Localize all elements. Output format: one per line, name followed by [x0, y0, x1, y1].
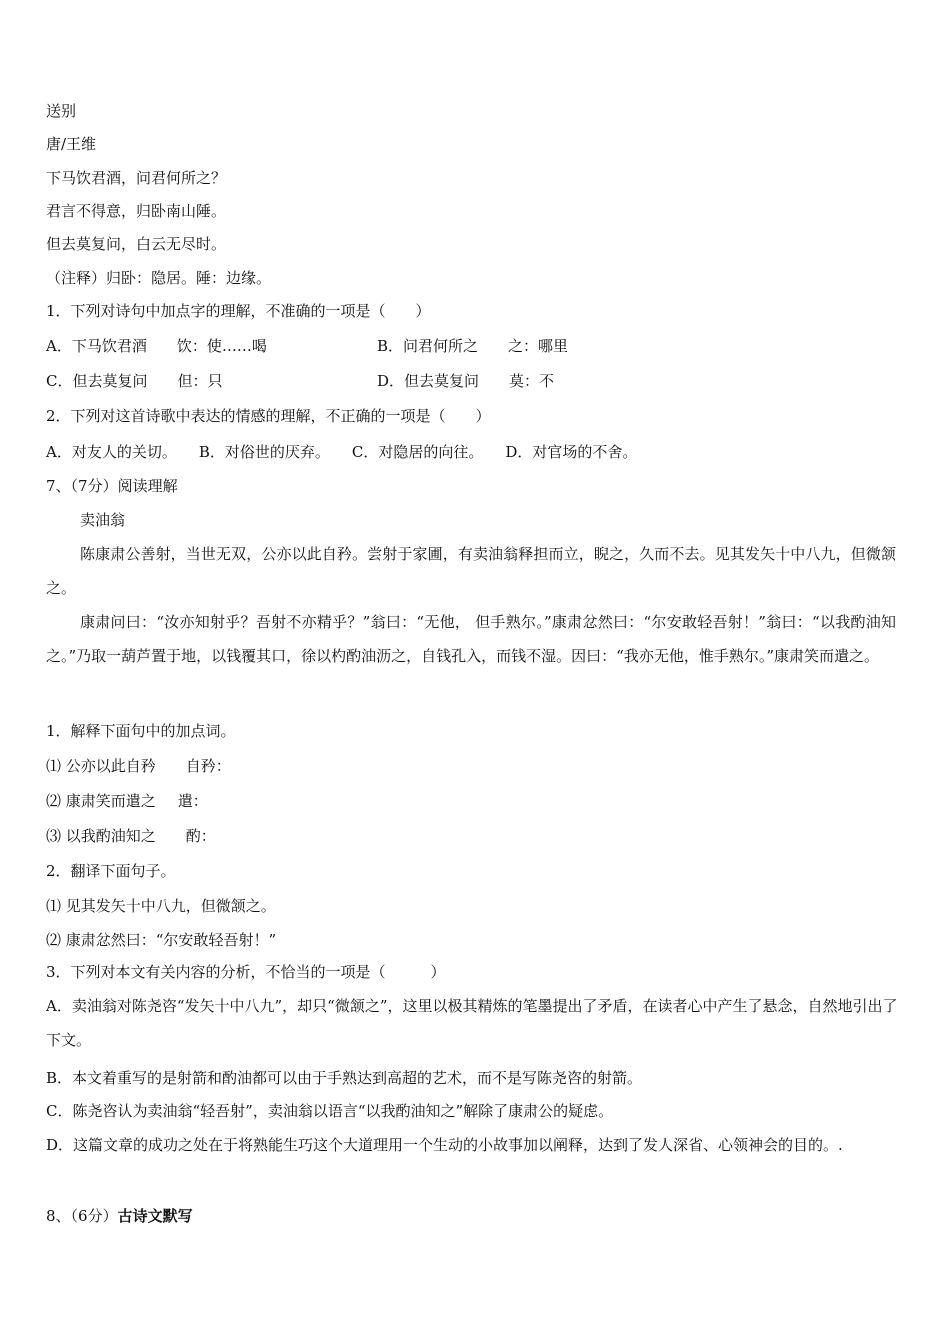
q1-option-a: [46, 336, 267, 356]
sentence: ⑴ 公亦以此自矜: [46, 757, 156, 775]
option-text: 但去莫复问: [404, 372, 480, 390]
option-letter: B．: [377, 337, 404, 355]
q2-option-d: D．对官场的不舍。: [505, 443, 638, 461]
option-explanation: 莫：不: [509, 372, 555, 390]
option-explanation: 之：哪里: [508, 337, 569, 355]
s7-q1-item-2: [46, 791, 208, 811]
poem-line-2: 君言不得意，归卧南山陲。: [46, 202, 227, 220]
q1-option-c: [46, 371, 223, 391]
poem-note: （注释）归卧：隐居。陲：边缘。: [46, 269, 272, 287]
option-explanation: 但：只: [177, 372, 223, 390]
section-8-title: 古诗文默写: [117, 1207, 193, 1225]
poem-line-3: 但去莫复问，白云无尽时。: [46, 235, 227, 253]
s7-q3-option-b: B．本文着重写的是射箭和酌油都可以由于手熟达到高超的艺术，而不是写陈尧咨的射箭。: [46, 1069, 643, 1087]
section-7-heading: 7、（7分）阅读理解: [46, 477, 178, 495]
option-letter: A．: [46, 337, 72, 355]
sentence: ⑵ 康肃笑而遣之: [46, 792, 156, 810]
word-blank: 自矜：: [185, 757, 231, 775]
s7-q1-stem: 1．解释下面句中的加点词。: [46, 722, 236, 740]
word-blank: 酌：: [185, 827, 216, 845]
q2-option-b: B．对俗世的厌弃。: [198, 443, 330, 461]
s7-q3-option-d: D．这篇文章的成功之处在于将熟能生巧这个大道理用一个生动的小故事加以阐释，达到了发人深省、心领神会的目的。.: [46, 1136, 843, 1154]
passage-title: 卖油翁: [80, 511, 126, 529]
s7-q3-option-c: C．陈尧咨认为卖油翁“轻吾射”，卖油翁以语言“以我酌油知之”解除了康肃公的疑虑。: [46, 1102, 614, 1120]
q1-stem: 1．下列对诗句中加点字的理解，不准确的一项是（ ）: [46, 302, 431, 320]
section-8-number: 8、（6分）: [46, 1207, 118, 1225]
s7-q3-stem: 3．下列对本文有关内容的分析，不恰当的一项是（ ）: [46, 963, 446, 981]
option-text: 但去莫复问: [72, 372, 148, 390]
q1-option-d: [377, 371, 554, 391]
option-explanation: 饮：使……喝: [176, 337, 267, 355]
q2-stem: 2．下列对这首诗歌中表达的情感的理解，不正确的一项是（ ）: [46, 407, 491, 425]
option-text: 问君何所之: [403, 337, 479, 355]
s7-q1-item-3: [46, 826, 216, 846]
option-letter: C．: [46, 372, 73, 390]
passage-paragraph-1: 陈康肃公善射，当世无双，公亦以此自矜。尝射于家圃，有卖油翁释担而立，睨之，久而不去。见其发矢十中八九，但微颔之。: [46, 545, 896, 597]
passage-paragraph-2: 康肃问曰：“汝亦知射乎？吾射不亦精乎？”翁曰：“无他， 但手熟尔。”康肃忿然曰：“尔安敢轻吾射！”翁曰：“以我酌油知之。”乃取一葫芦置于地，以钱覆其口，徐以杓酌油沥之，自钱孔入，而钱不湿。因曰：“我亦无他，惟手熟尔。”康肃笑而遣之。: [46, 613, 896, 665]
sentence: ⑶ 以我酌油知之: [46, 827, 156, 845]
option-text: 下马饮君酒: [71, 337, 147, 355]
word-blank: 遣：: [177, 792, 208, 810]
q1-option-b: [377, 336, 568, 356]
option-letter: D．: [377, 372, 405, 390]
poem-author: 唐/王维: [46, 135, 97, 153]
q2-option-c: C．对隐居的向往。: [351, 443, 484, 461]
section-8-heading: [46, 1206, 193, 1226]
poem-title: 送别: [46, 102, 77, 120]
q2-option-a: A．对友人的关切。: [46, 443, 177, 461]
s7-q2-item-2: ⑵ 康肃忿然曰：“尔安敢轻吾射！”: [46, 931, 277, 949]
s7-q3-option-a: A．卖油翁对陈尧咨“发矢十中八九”，却只“微颔之”，这里以极其精炼的笔墨提出了矛盾，在读者心中产生了悬念，自然地引出了下文。: [46, 997, 898, 1049]
s7-q2-stem: 2．翻译下面句子。: [46, 862, 176, 880]
s7-q2-item-1: ⑴ 见其发矢十中八九，但微颔之。: [46, 897, 276, 915]
s7-q1-item-1: [46, 756, 231, 776]
q2-options: [46, 442, 637, 462]
poem-line-1: 下马饮君酒，问君何所之？: [46, 169, 227, 187]
